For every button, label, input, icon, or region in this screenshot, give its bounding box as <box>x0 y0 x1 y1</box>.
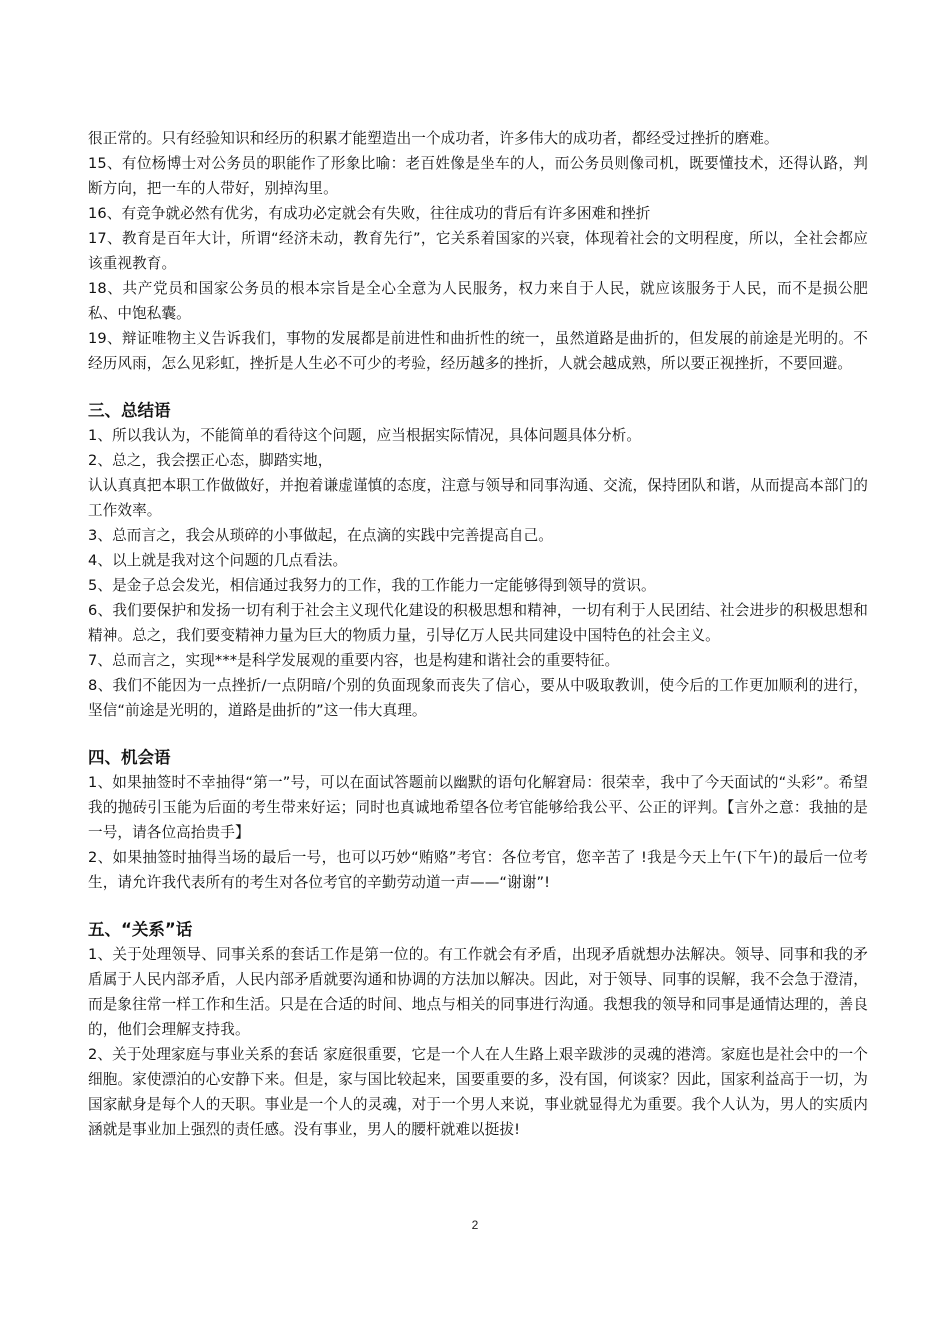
paragraph: 3、总而言之，我会从琐碎的小事做起，在点滴的实践中完善提高自己。 <box>88 527 553 544</box>
document-page <box>88 126 868 1142</box>
paragraph: 1、所以我认为，不能简单的看待这个问题，应当根据实际情况，具体问题具体分析。 <box>88 427 642 444</box>
paragraph: 16、有竞争就必然有优劣，有成功必定就会有失败，往往成功的背后有许多困难和挫折 <box>88 205 651 222</box>
paragraph: 1、如果抽签时不幸抽得“第一”号，可以在面试答题前以幽默的语句化解窘局：很荣幸，我中了今天面试的“头彩”。希望我的抛砖引玉能为后面的考生带来好运；同时也真诚地希望各位考官能够给我公平、公正的评判。【言外之意：我抽的是一号，请各位高抬贵手】 <box>88 774 868 841</box>
section-heading: 五、“关系”话 <box>88 920 193 939</box>
paragraph: 15、有位杨博士对公务员的职能作了形象比喻：老百姓像是坐车的人，而公务员则像司机，既要懂技术，还得认路，判断方向，把一车的人带好，别掉沟里。 <box>88 155 868 197</box>
section-gap <box>88 376 868 398</box>
paragraph: 2、关于处理家庭与事业关系的套话 家庭很重要，它是一个人在人生路上艰辛跋涉的灵魂的港湾。家庭也是社会中的一个细胞。家使漂泊的心安静下来。但是，家与国比较起来，国要重要的多，没有国，何谈家？因此，国家利益高于一切，为国家献身是每个人的天职。事业是一个人的灵魂，对于一个男人来说，事业就显得尤为重要。我个人认为，男人的实质内涵就是事业加上强烈的责任感。没有事业，男人的腰杆就难以挺拔! <box>88 1046 868 1138</box>
paragraph: 18、共产党员和国家公务员的根本宗旨是全心全意为人民服务，权力来自于人民，就应该服务于人民，而不是损公肥私、中饱私囊。 <box>88 280 868 322</box>
page-number: 2 <box>471 1218 479 1232</box>
paragraph: 19、辩证唯物主义告诉我们，事物的发展都是前进性和曲折性的统一，虽然道路是曲折的，但发展的前途是光明的。不经历风雨，怎么见彩虹，挫折是人生必不可少的考验，经历越多的挫折，人就会越成熟，所以要正视挫折，不要回避。 <box>88 330 868 372</box>
paragraph: 7、总而言之，实现***是科学发展观的重要内容，也是构建和谐社会的重要特征。 <box>88 652 620 669</box>
section-gap <box>88 723 868 745</box>
paragraph: 2、如果抽签时抽得当场的最后一号，也可以巧妙“贿赂”考官：各位考官，您辛苦了 !我是今天上午(下午)的最后一位考生，请允许我代表所有的考生对各位考官的辛勤劳动道一声——“谢谢”! <box>88 849 868 891</box>
section-two-tail <box>88 126 868 376</box>
section-five <box>88 917 868 1142</box>
paragraph: 17、教育是百年大计，所谓“经济未动，教育先行”，它关系着国家的兴衰，体现着社会的文明程度，所以，全社会都应该重视教育。 <box>88 230 868 272</box>
section-four <box>88 745 868 895</box>
paragraph: 认认真真把本职工作做做好，并抱着谦虚谨慎的态度，注意与领导和同事沟通、交流，保持团队和谐，从而提高本部门的工作效率。 <box>88 477 868 519</box>
paragraph: 6、我们要保护和发扬一切有利于社会主义现代化建设的积极思想和精神，一切有利于人民团结、社会进步的积极思想和精神。总之，我们要变精神力量为巨大的物质力量，引导亿万人民共同建设中国特色的社会主义。 <box>88 602 868 644</box>
paragraph: 2、总之，我会摆正心态，脚踏实地， <box>88 452 333 469</box>
paragraph: 4、以上就是我对这个问题的几点看法。 <box>88 552 348 569</box>
section-heading: 三、总结语 <box>88 401 171 420</box>
paragraph: 1、关于处理领导、同事关系的套话工作是第一位的。有工作就会有矛盾，出现矛盾就想办法解决。领导、同事和我的矛盾属于人民内部矛盾，人民内部矛盾就要沟通和协调的方法加以解决。因此，对于领导、同事的误解，我不会急于澄清，而是象往常一样工作和生活。只是在合适的时间、地点与相关的同事进行沟通。我想我的领导和同事是通情达理的，善良的，他们会理解支持我。 <box>88 946 868 1038</box>
paragraph: 8、我们不能因为一点挫折/一点阴暗/个别的负面现象而丧失了信心，要从中吸取教训，使今后的工作更加顺利的进行，坚信“前途是光明的，道路是曲折的”这一伟大真理。 <box>88 677 868 719</box>
paragraph: 5、是金子总会发光，相信通过我努力的工作，我的工作能力一定能够得到领导的赏识。 <box>88 577 656 594</box>
section-three <box>88 398 868 723</box>
section-gap <box>88 895 868 917</box>
section-heading: 四、机会语 <box>88 748 171 767</box>
paragraph: 很正常的。只有经验知识和经历的积累才能塑造出一个成功者，许多伟大的成功者，都经受过挫折的磨难。 <box>88 130 779 147</box>
